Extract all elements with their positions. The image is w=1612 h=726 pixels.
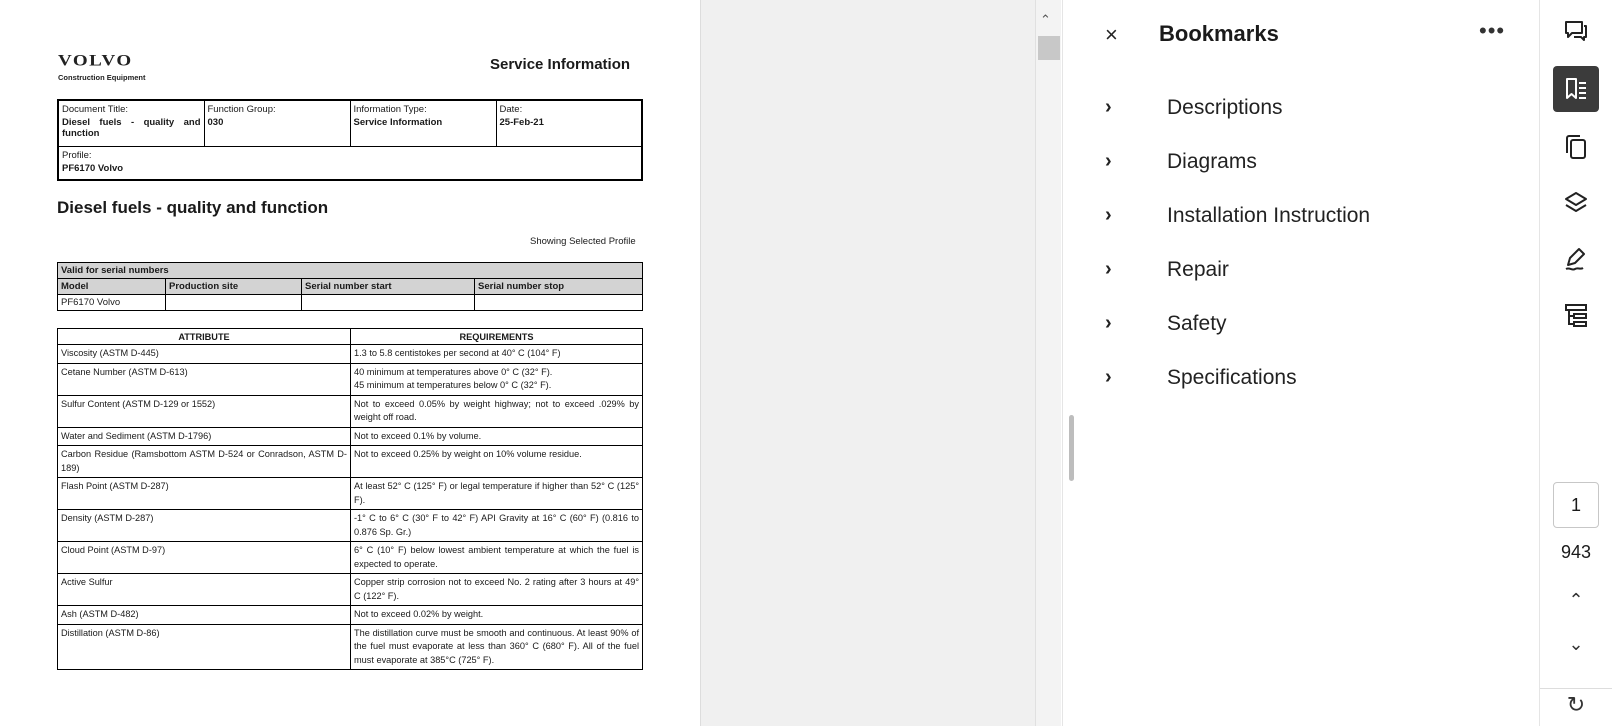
attribute-cell: Flash Point (ASTM D-287): [58, 478, 351, 510]
refresh-button[interactable]: [1553, 692, 1599, 726]
requirement-row: [58, 574, 643, 606]
chevron-up-icon: ⌃: [1568, 590, 1584, 610]
requirement-row: [58, 624, 643, 670]
showing-profile-note: Showing Selected Profile: [530, 236, 636, 247]
bookmark-label: Diagrams: [1167, 150, 1257, 173]
requirement-row: [58, 478, 643, 510]
scrollbar-thumb[interactable]: [1038, 36, 1060, 60]
structure-icon: [1562, 301, 1590, 329]
structure-button[interactable]: [1553, 292, 1599, 338]
info-type-value: Service Information: [353, 117, 443, 128]
chevron-right-icon[interactable]: ›: [1105, 258, 1112, 280]
requirement-row: [58, 606, 643, 625]
serial-header-stop: Serial number stop: [475, 279, 643, 295]
bookmark-label: Descriptions: [1167, 96, 1283, 119]
document-page: [0, 0, 700, 726]
layers-button[interactable]: [1553, 180, 1599, 226]
profile-value: PF6170 Volvo: [62, 162, 124, 174]
function-group-value: 030: [207, 117, 224, 128]
attribute-cell: Active Sulfur: [58, 574, 351, 606]
chevron-right-icon[interactable]: ›: [1105, 366, 1112, 388]
chevron-right-icon[interactable]: ›: [1105, 150, 1112, 172]
attribute-cell: Distillation (ASTM D-86): [58, 624, 351, 670]
bookmark-label: Repair: [1167, 258, 1229, 281]
profile-label: Profile:: [62, 149, 92, 161]
service-information-title: Service Information: [490, 56, 631, 73]
bookmark-item-safety[interactable]: [1105, 306, 1505, 346]
requirement-cell: Copper strip corrosion not to exceed No. 2 rating after 3 hours at 49° C (122° F).: [351, 574, 643, 606]
bookmark-item-installation-instruction[interactable]: [1105, 198, 1505, 238]
layers-icon: [1562, 189, 1590, 217]
serial-cell-stop: [475, 295, 643, 311]
bookmark-label: Safety: [1167, 312, 1227, 335]
requirement-cell: Not to exceed 0.25% by weight on 10% volume residue.: [351, 446, 643, 478]
function-group-cell: [204, 100, 350, 146]
doc-title-cell: [58, 100, 204, 146]
right-toolbar: [1539, 0, 1612, 726]
next-page-button[interactable]: [1553, 634, 1599, 668]
comment-button[interactable]: [1553, 8, 1599, 54]
requirement-row: [58, 345, 643, 364]
requirement-row: [58, 363, 643, 395]
serial-header-production-site: Production site: [166, 279, 302, 295]
attribute-cell: Density (ASTM D-287): [58, 510, 351, 542]
requirement-cell: -1° C to 6° C (30° F to 42° F) API Gravity at 16° C (60° F) (0.816 to 0.876 Sp. Gr.): [351, 510, 643, 542]
document-info-table: [57, 99, 643, 181]
attribute-cell: Cetane Number (ASTM D-613): [58, 363, 351, 395]
pages-button[interactable]: [1553, 124, 1599, 170]
requirement-cell: The distillation curve must be smooth and continuous. At least 90% of the fuel must evaporate at less than 360° C (680° F). All of the fuel must evaporate at 385°C (725° F).: [351, 624, 643, 670]
serial-cell-production-site: [166, 295, 302, 311]
info-type-label: Information Type:: [353, 104, 427, 115]
document-heading: Diesel fuels - quality and function: [57, 198, 329, 217]
attribute-cell: Ash (ASTM D-482): [58, 606, 351, 625]
requirement-row: [58, 446, 643, 478]
chevron-right-icon[interactable]: ›: [1105, 96, 1112, 118]
requirement-row: [58, 542, 643, 574]
scroll-up-icon[interactable]: ⌃: [1040, 12, 1051, 27]
date-cell: [496, 100, 642, 146]
doc-title-label: Document Title:: [62, 104, 128, 115]
bookmark-item-diagrams[interactable]: [1105, 144, 1505, 184]
requirement-cell: Not to exceed 0.02% by weight.: [351, 606, 643, 625]
pages-icon: [1562, 133, 1590, 161]
previous-page-button[interactable]: [1553, 590, 1599, 624]
bookmark-item-descriptions[interactable]: [1105, 90, 1505, 130]
attribute-header: ATTRIBUTE: [58, 329, 351, 345]
total-pages: 943: [1560, 542, 1592, 562]
date-label: Date:: [499, 104, 523, 115]
fuel-requirements-table: [57, 328, 643, 670]
doc-title-value: Diesel fuels - quality and function: [62, 117, 201, 139]
requirement-row: [58, 395, 643, 427]
serial-table-caption: Valid for serial numbers: [58, 263, 643, 279]
viewer-background: [700, 0, 1035, 726]
bookmarks-button[interactable]: [1553, 66, 1599, 112]
profile-cell: [58, 146, 642, 180]
bookmarks-panel: [1062, 0, 1539, 726]
requirement-row: [58, 427, 643, 446]
serial-numbers-table: [57, 262, 643, 311]
close-icon[interactable]: ×: [1105, 22, 1118, 47]
panel-resize-handle[interactable]: [1069, 415, 1074, 481]
requirement-cell: 1.3 to 5.8 centistokes per second at 40° C (104° F): [351, 345, 643, 364]
current-page-input[interactable]: 1: [1553, 482, 1599, 528]
bookmark-label: Installation Instruction: [1167, 204, 1371, 227]
vertical-scrollbar[interactable]: [1035, 0, 1061, 726]
chevron-right-icon[interactable]: ›: [1105, 204, 1112, 226]
bookmarks-title: Bookmarks: [1159, 21, 1279, 46]
attribute-cell: Carbon Residue (Ramsbottom ASTM D-524 or Conradson, ASTM D-189): [58, 446, 351, 478]
requirement-cell: At least 52° C (125° F) or legal temperature if higher than 52° C (125° F).: [351, 478, 643, 510]
requirement-cell: 6° C (10° F) below lowest ambient temperature at which the fuel is expected to operate.: [351, 542, 643, 574]
fill-sign-icon: [1562, 245, 1590, 273]
date-value: 25-Feb-21: [499, 117, 544, 128]
more-options-icon[interactable]: •••: [1479, 18, 1506, 43]
bookmark-label: Specifications: [1167, 366, 1297, 389]
function-group-label: Function Group:: [207, 104, 276, 115]
requirement-cell: 40 minimum at temperatures above 0° C (32° F). 45 minimum at temperatures below 0° C (32° F).: [351, 363, 643, 395]
logo-subtitle: Construction Equipment: [58, 73, 146, 82]
bookmark-list-icon: [1562, 75, 1590, 103]
attribute-cell: Water and Sediment (ASTM D-1796): [58, 427, 351, 446]
serial-header-model: Model: [58, 279, 166, 295]
attribute-cell: Viscosity (ASTM D-445): [58, 345, 351, 364]
serial-cell-model: PF6170 Volvo: [58, 295, 166, 311]
requirement-cell: Not to exceed 0.1% by volume.: [351, 427, 643, 446]
serial-header-start: Serial number start: [302, 279, 475, 295]
chevron-down-icon: ⌄: [1568, 634, 1584, 654]
requirements-header: REQUIREMENTS: [351, 329, 643, 345]
serial-cell-start: [302, 295, 475, 311]
info-type-cell: [350, 100, 496, 146]
bookmark-item-specifications[interactable]: [1105, 360, 1505, 400]
attribute-cell: Cloud Point (ASTM D-97): [58, 542, 351, 574]
attribute-cell: Sulfur Content (ASTM D-129 or 1552): [58, 395, 351, 427]
volvo-logo: [58, 50, 146, 82]
chevron-right-icon[interactable]: ›: [1105, 312, 1112, 334]
bookmark-item-repair[interactable]: [1105, 252, 1505, 292]
fill-sign-button[interactable]: [1553, 236, 1599, 282]
logo-brand: VOLVO: [58, 51, 133, 70]
refresh-icon: ↻: [1566, 692, 1586, 717]
comment-icon: [1562, 17, 1590, 45]
requirement-row: [58, 510, 643, 542]
requirement-cell: Not to exceed 0.05% by weight highway; not to exceed .029% by weight off road.: [351, 395, 643, 427]
toolbar-divider: [1540, 688, 1612, 689]
requirements-rows: [58, 345, 643, 670]
